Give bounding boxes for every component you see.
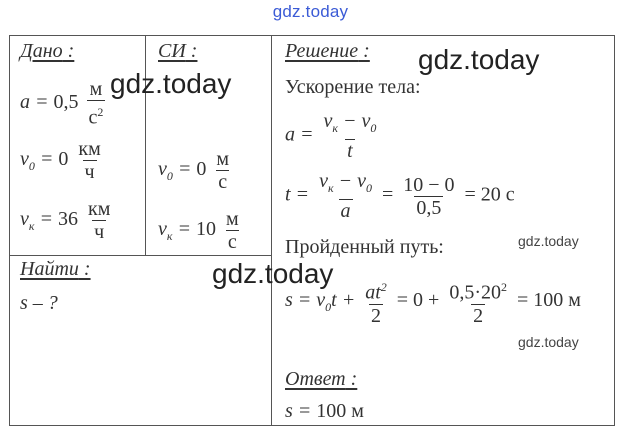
table-border-bottom (9, 425, 615, 426)
otvet-heading: Ответ : (285, 368, 358, 390)
column-divider-2 (271, 35, 272, 426)
otvet-value: s = 100 м (285, 400, 364, 422)
si-final-velocity: $v_к = 10$ $\frac{м}{с}$ (158, 208, 239, 253)
given-final-velocity: $v_к = 36$ $\frac{км}{ч}$ (20, 198, 111, 243)
najti-heading: Найти : (20, 258, 91, 280)
watermark-overlay: gdz.today (418, 44, 540, 75)
najti-item: s – ? (20, 292, 58, 314)
path-label: Пройденный путь: (285, 236, 444, 258)
watermark-overlay: gdz.today (110, 68, 232, 99)
si-heading: СИ : (158, 40, 198, 62)
final-velocity-unit: $\frac{км}{ч}$ (88, 198, 111, 243)
acceleration-label: Ускорение тела: (285, 76, 421, 98)
si-initial-velocity: $v_0 = 0$ $\frac{м}{с}$ (158, 148, 230, 193)
acceleration-unit: $\frac{м}{с^2}$ (88, 78, 104, 129)
dano-heading: Дано : (20, 40, 75, 62)
watermark-overlay: gdz.today (518, 233, 579, 249)
time-formula: t = $\frac{v_к - v_0}{a}$ = $\frac{10 - 0}{0,5}$ = 20 с (285, 170, 515, 222)
table-border-left (9, 35, 10, 426)
watermark-overlay: gdz.today (518, 334, 579, 350)
najti-divider (9, 255, 272, 256)
given-acceleration: a = 0,5 $\frac{м}{с^2}$ (20, 78, 104, 129)
path-formula: $s = v_0t$ + $\frac{at^2}{2}$ = 0 + $\frac{0,5\cdot 20^2}{2}$ = 100 м (285, 280, 581, 327)
acceleration-formula: a = $\frac{v_к - v_0}{t}$ (285, 110, 377, 162)
table-border-right (614, 35, 615, 426)
given-initial-velocity: $v_0 = 0$ $\frac{км}{ч}$ (20, 138, 101, 183)
reshenie-heading: Решение : (285, 40, 370, 62)
watermark-top: gdz.today (272, 2, 349, 21)
table-border-top (9, 35, 615, 36)
si-initial-velocity-unit: $\frac{м}{с}$ (216, 148, 230, 193)
initial-velocity-unit: $\frac{км}{ч}$ (78, 138, 101, 183)
watermark-overlay: gdz.today (212, 258, 334, 289)
si-final-velocity-unit: $\frac{м}{с}$ (226, 208, 239, 253)
